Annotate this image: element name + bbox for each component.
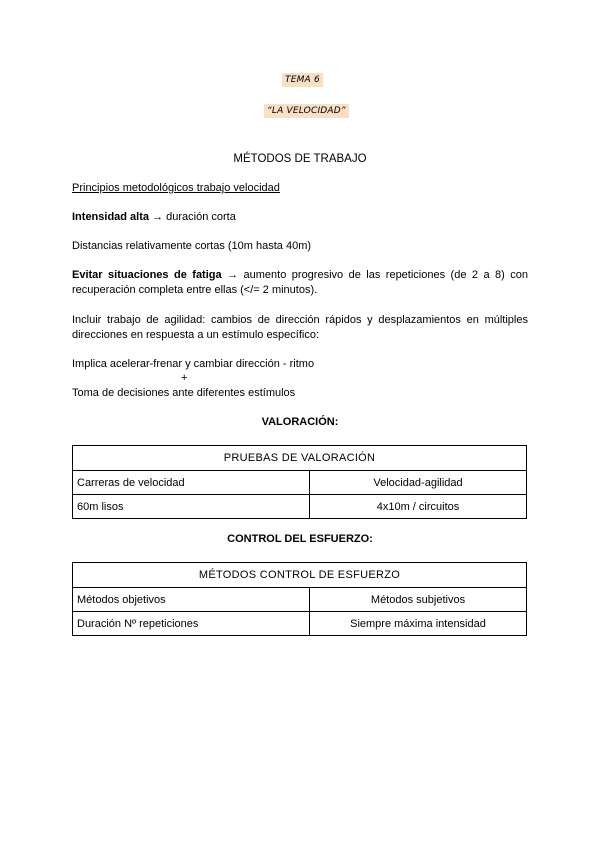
control-heading: CONTROL DEL ESFUERZO: <box>227 533 373 545</box>
table-row <box>73 495 527 519</box>
table-row <box>73 471 527 495</box>
table-header-cell: MÉTODOS CONTROL DE ESFUERZO <box>73 563 527 588</box>
table-cell: Métodos subjetivos <box>310 588 527 612</box>
intensity-rest: → duración corta <box>149 211 236 223</box>
fatigue-paragraph <box>72 268 528 297</box>
plus-sign: + <box>181 372 188 384</box>
table-header-row <box>73 446 527 471</box>
distances-line: Distancias relativamente cortas (10m hasta 40m) <box>72 240 312 252</box>
document-title: “LA VELOCIDAD” <box>264 104 349 118</box>
agility-paragraph: Incluir trabajo de agilidad: cambios de dirección rápidos y desplazamientos en múltiples direcciones en respuesta a un estímulo específico: <box>72 314 528 341</box>
table-cell: Métodos objetivos <box>73 588 310 612</box>
fatigue-bold: Evitar situaciones de fatiga <box>72 269 222 281</box>
table-row <box>73 612 527 636</box>
intensity-line <box>72 210 236 224</box>
fatigue-rest: → aumento progresivo de las repeticiones (de 2 a 8) con recuperación completa entre ellas (</= 2 minutos). <box>72 269 529 296</box>
table-cell: Carreras de velocidad <box>73 471 310 495</box>
table-header-cell: PRUEBAS DE VALORACIÓN <box>73 446 527 471</box>
table-row <box>73 588 527 612</box>
valoracion-heading: VALORACIÓN: <box>261 416 339 428</box>
agility-item-1: Implica acelerar-frenar y cambiar dirección - ritmo <box>72 358 315 370</box>
topic-label: TEMA 6 <box>282 73 323 87</box>
table-header-row <box>73 563 527 588</box>
table-cell: 4x10m / circuitos <box>310 495 527 519</box>
subheading: Principios metodológicos trabajo velocidad <box>72 182 280 194</box>
intensity-bold: Intensidad alta <box>72 211 150 223</box>
table-cell: 60m lisos <box>73 495 310 519</box>
table-cell: Siempre máxima intensidad <box>310 612 527 636</box>
valoracion-table <box>72 445 527 519</box>
agility-item-2: Toma de decisiones ante diferentes estímulos <box>72 387 296 399</box>
table-cell: Velocidad-agilidad <box>310 471 527 495</box>
section-title: MÉTODOS DE TRABAJO <box>233 153 367 165</box>
table-cell: Duración Nº repeticiones <box>73 612 310 636</box>
control-table <box>72 562 527 636</box>
